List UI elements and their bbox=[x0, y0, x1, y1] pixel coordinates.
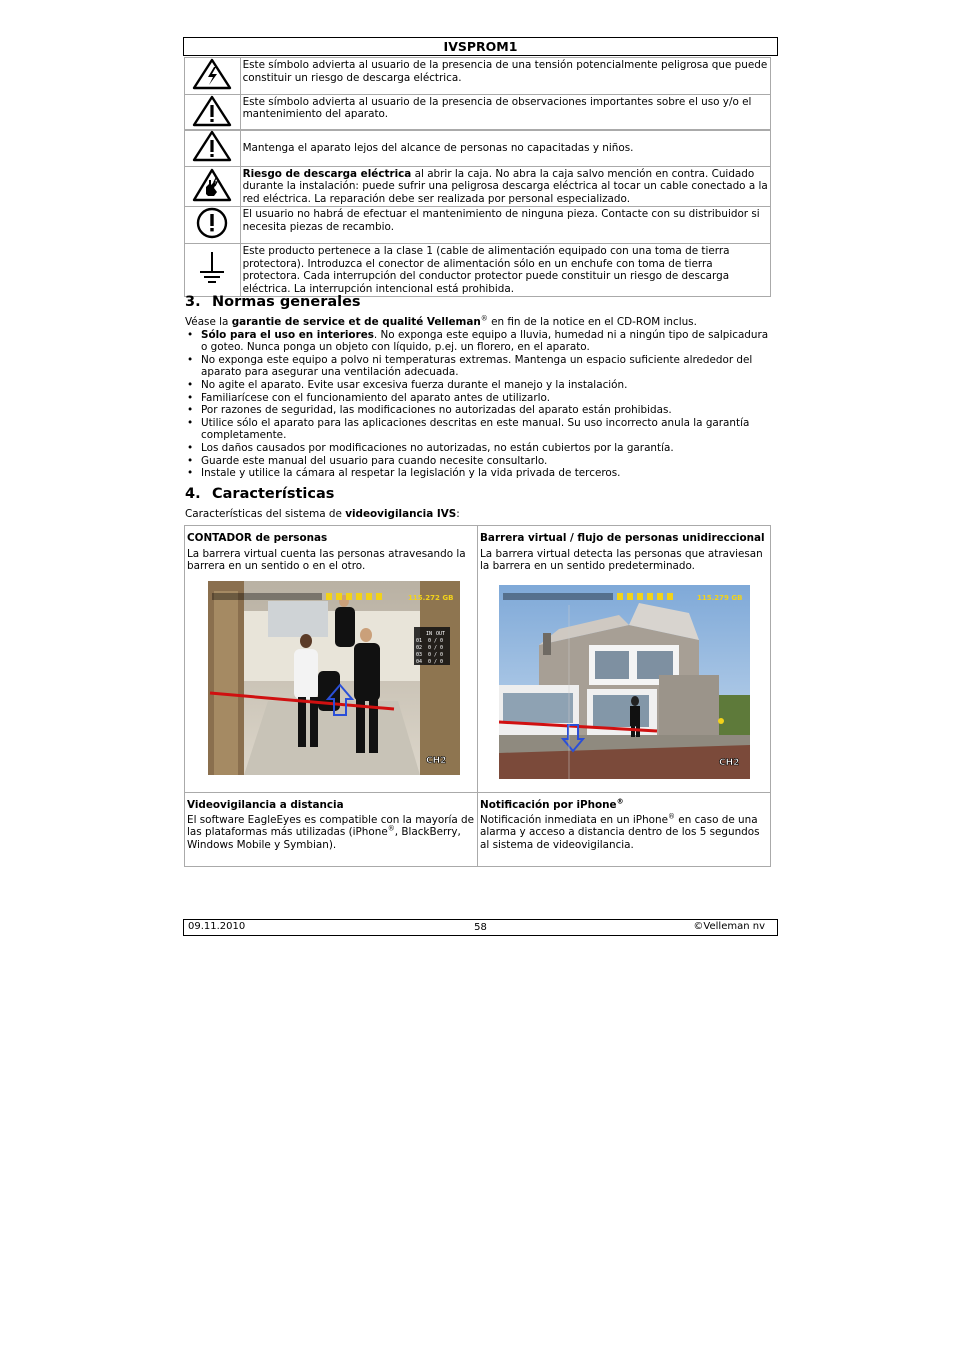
list-item-text: Instale y utilice la cámara al respetar la legislación y la vida privada de terceros. bbox=[201, 467, 621, 480]
counter-row-label: 04 bbox=[416, 658, 423, 665]
intro-text: Características del sistema de bbox=[185, 508, 346, 520]
counter-row-value: 0 / 0 bbox=[428, 651, 444, 658]
warning-icon bbox=[192, 130, 232, 162]
feature-title bbox=[480, 799, 768, 812]
section3-body bbox=[185, 316, 775, 480]
section-heading bbox=[185, 293, 361, 311]
symbol-cell bbox=[185, 207, 241, 244]
warning-icon bbox=[192, 95, 232, 127]
list-item-text: No agite el aparato. Evite usar excesiva fuerza durante el manejo y la instalación. bbox=[201, 378, 628, 391]
document-title: IVSPROM1 bbox=[443, 39, 518, 54]
feature-text bbox=[480, 814, 768, 852]
feature-text-part: Notificación inmediata en un iPhone bbox=[480, 813, 668, 826]
intro-bold: garantie de service et de qualité Velleman bbox=[231, 316, 481, 328]
osd-channel: CH2 bbox=[719, 757, 740, 768]
list-item bbox=[185, 392, 775, 405]
feature-text bbox=[187, 814, 475, 852]
list-item-text: No exponga este equipo a polvo ni temperaturas extremas. Mantenga un espacio suficiente alrededor del aparato para asegurar una ventilación adecuada. bbox=[201, 353, 753, 379]
intro-text: Véase la bbox=[185, 316, 232, 328]
list-item bbox=[185, 404, 775, 417]
feature-text-part: en caso de una alarma y acceso a distancia dentro de los 5 segundos al sistema de videovigilancia. bbox=[480, 813, 760, 851]
osd-channel: CH2 bbox=[426, 755, 447, 766]
symbol-description: El usuario no habrá de efectuar el mantenimiento de ninguna pieza. Contacte con su distribuidor si necesita piezas de recambio. bbox=[240, 207, 770, 244]
registered-mark: ® bbox=[480, 314, 488, 323]
list-item bbox=[185, 379, 775, 392]
counter-row-label: 02 bbox=[416, 644, 423, 651]
rules-list bbox=[185, 329, 775, 480]
list-item-text: Guarde este manual del usuario para cuando necesite consultarlo. bbox=[201, 454, 548, 467]
symbol-text: al abrir la caja. No abra la caja salvo mención en contra. Cuidado durante la instalación: puede sufrir una peligrosa descarga eléctrica al tocar un cable conectado a la red eléctrica. La reparación debe ser realizada por personal especializado. bbox=[242, 167, 768, 205]
registered-mark: ® bbox=[387, 824, 395, 833]
counter-row-value: 0 / 0 bbox=[428, 658, 444, 665]
registered-mark: ® bbox=[668, 812, 675, 821]
intro-text: en fin de la notice en el CD-ROM inclus. bbox=[487, 316, 697, 328]
list-item-bold: Sólo para el uso en interiores bbox=[201, 328, 374, 341]
section-number: 4. bbox=[185, 486, 201, 502]
feature-cell-barrier bbox=[478, 526, 771, 793]
list-item bbox=[185, 329, 775, 354]
feature-cell-remote bbox=[185, 793, 478, 867]
list-item-text: Utilice sólo el aparato para las aplicaciones descritas en este manual. Su uso incorrecto anula la garantía completamente. bbox=[201, 416, 750, 442]
feature-text: La barrera virtual detecta las personas que atraviesan la barrera en un sentido predeterminado. bbox=[480, 547, 763, 573]
feature-title: Videovigilancia a distancia bbox=[187, 799, 344, 811]
list-item bbox=[185, 417, 775, 442]
symbol-cell bbox=[185, 94, 241, 131]
feature-title: Barrera virtual / flujo de personas unidireccional bbox=[480, 532, 765, 544]
list-item-text: Por razones de seguridad, las modificaciones no autorizadas del aparato están prohibidas. bbox=[201, 404, 672, 417]
symbol-description: Mantenga el aparato lejos del alcance de personas no capacitadas y niños. bbox=[240, 130, 770, 167]
section-title: Normas generales bbox=[212, 294, 361, 310]
registered-mark: ® bbox=[616, 797, 624, 806]
counter-row-value: 0 / 0 bbox=[428, 637, 444, 644]
feature-text-part: El software EagleEyes es compatible con la mayoría de las plataformas más utilizadas (iPhone bbox=[187, 813, 475, 839]
list-item bbox=[185, 467, 775, 480]
counter-row-label: 01 bbox=[416, 637, 423, 644]
document-footer bbox=[183, 919, 778, 936]
features-table bbox=[184, 525, 771, 867]
electric-shock-hand-icon bbox=[192, 168, 232, 202]
osd-storage: 115.279 GB bbox=[697, 593, 743, 602]
exclamation-circle-icon bbox=[194, 207, 230, 239]
feature-title-text: Notificación por iPhone bbox=[480, 799, 617, 811]
camera-snapshot-people-counter bbox=[208, 581, 460, 775]
list-item bbox=[185, 455, 775, 468]
protective-earth-icon bbox=[194, 248, 230, 288]
intro-bold: videovigilancia IVS bbox=[345, 508, 457, 520]
document-header bbox=[183, 37, 778, 56]
symbol-description: Este símbolo advierta al usuario de la presencia de una tensión potencialmente peligrosa que puede constituir un riesgo de descarga eléctrica. bbox=[240, 58, 770, 95]
symbol-description: Este símbolo advierta al usuario de la presencia de observaciones importantes sobre el uso y/o el mantenimiento del aparato. bbox=[240, 94, 770, 131]
list-item-text: Los daños causados por modificaciones no autorizadas, no están cubiertos por la garantía. bbox=[201, 441, 674, 454]
feature-cell-notification bbox=[478, 793, 771, 867]
list-item-text: Familiarícese con el funcionamiento del aparato antes de utilizarlo. bbox=[201, 391, 550, 404]
osd-storage: 115.272 GB bbox=[408, 593, 454, 602]
footer-date: 09.11.2010 bbox=[188, 921, 246, 932]
high-voltage-icon bbox=[192, 58, 232, 90]
symbol-cell bbox=[185, 166, 241, 207]
intro-text: : bbox=[456, 508, 460, 520]
symbol-cell bbox=[185, 130, 241, 167]
counter-header-in: IN bbox=[426, 630, 433, 637]
counter-header-out: OUT bbox=[436, 630, 446, 637]
symbol-table-top bbox=[184, 57, 771, 131]
section-number: 3. bbox=[185, 294, 201, 310]
symbol-bold-text: Riesgo de descarga eléctrica bbox=[242, 167, 412, 180]
feature-title: CONTADOR de personas bbox=[187, 532, 328, 544]
list-item bbox=[185, 442, 775, 455]
symbol-cell bbox=[185, 58, 241, 95]
feature-cell-counter bbox=[185, 526, 478, 793]
symbol-description bbox=[240, 166, 770, 207]
symbol-description: Este producto pertenece a la clase 1 (cable de alimentación equipado con una toma de tierra protectora). Introduzca el conector de alimentación sólo en un enchufe con toma de tierra protectora. Cada interrupción del conductor protector puede constituir un riesgo de descarga eléctrica. La interrupción intencional está prohibida. bbox=[240, 243, 770, 296]
section-intro bbox=[185, 508, 775, 521]
counter-row-value: 0 / 0 bbox=[428, 644, 444, 651]
counter-row-label: 03 bbox=[416, 651, 423, 658]
camera-snapshot-virtual-barrier bbox=[499, 585, 750, 779]
list-item-text: . No exponga este equipo a lluvia, humedad ni a ningún tipo de salpicadura o goteo. Nunca ponga un objeto con líquido, p.ej. un florero, en el aparato. bbox=[201, 328, 769, 354]
page-number: 58 bbox=[474, 922, 487, 933]
section-intro bbox=[185, 316, 775, 329]
symbol-table-bottom bbox=[184, 129, 771, 297]
list-item bbox=[185, 354, 775, 379]
feature-text: La barrera virtual cuenta las personas atravesando la barrera en un sentido o en el otro. bbox=[187, 547, 466, 573]
section-title: Características bbox=[212, 486, 335, 502]
footer-copyright: ©Velleman nv bbox=[693, 921, 765, 932]
section-heading bbox=[185, 485, 334, 503]
symbol-cell bbox=[185, 243, 241, 296]
feature-text-part: , BlackBerry, Windows Mobile y Symbian). bbox=[187, 826, 461, 851]
